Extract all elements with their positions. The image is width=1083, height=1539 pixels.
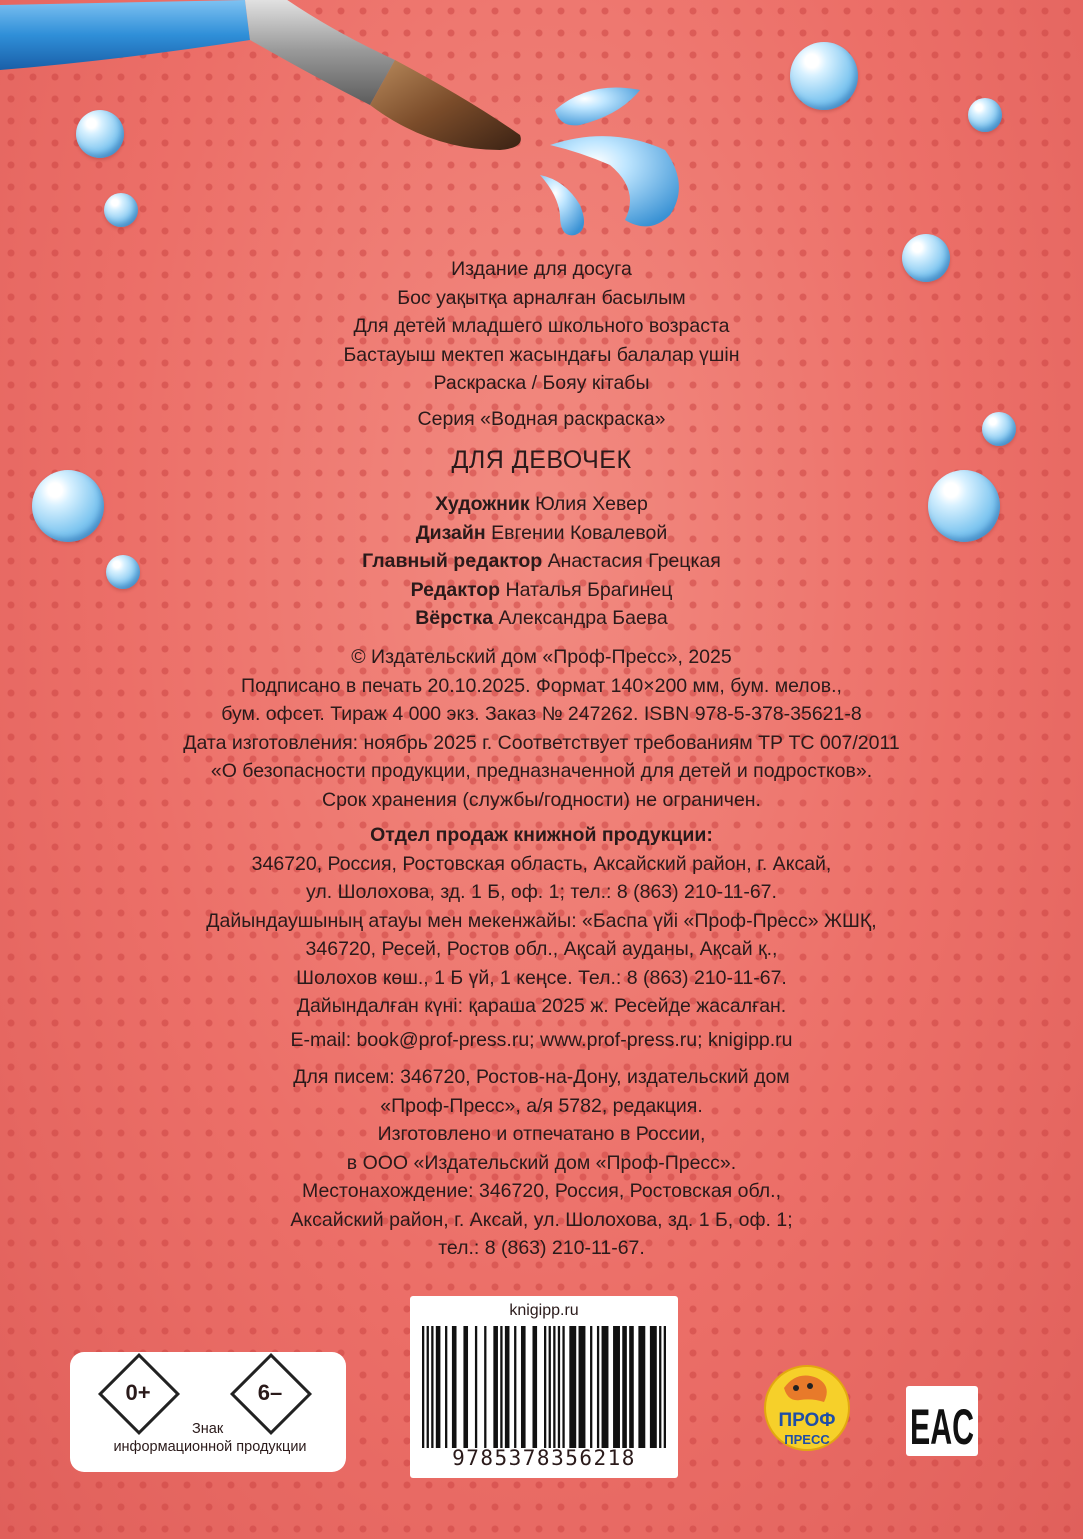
barcode-bar — [493, 1326, 498, 1448]
sales-department — [0, 821, 1083, 1021]
imprint — [0, 643, 1083, 814]
age-caption-line: Знак — [192, 1421, 224, 1437]
postal-line: Аксайский район, г. Аксай, ул. Шолохова, зд. 1 Б, оф. 1; — [290, 1208, 793, 1231]
edition-info — [0, 255, 1083, 398]
credit-role: Главный редактор — [362, 550, 543, 572]
imprint-line: «О безопасности продукции, предназначенной для детей и подростков». — [210, 760, 873, 782]
barcode-bar — [613, 1326, 620, 1448]
imprint-line: Подписано в печать 20.10.2025. Формат 140×200 мм, бум. мелов., — [241, 674, 842, 697]
credit-role: Вёрстка — [415, 607, 494, 629]
age-caption-line: информационной продукции — [113, 1439, 307, 1455]
brush-ferrule — [245, 0, 395, 105]
brush-handle — [0, 0, 250, 70]
barcode-bar — [544, 1326, 546, 1448]
book-title: ДЛЯ ДЕВОЧЕК — [451, 446, 632, 474]
barcode-bar — [427, 1326, 429, 1448]
barcode-bar — [569, 1326, 576, 1448]
credit-role: Дизайн — [415, 521, 486, 544]
imprint-line: бум. офсет. Тираж 4 000 экз. Заказ № 247262. ISBN 978-5-378-35621-8 — [221, 703, 862, 725]
postal-line: «Проф-Пресс», а/я 5782, редакция. — [380, 1094, 703, 1117]
imprint-line: Дата изготовления: ноябрь 2025 г. Соответствует требованиям ТР ТС 007/2011 — [183, 731, 900, 754]
brush-bristles — [370, 60, 521, 150]
contact-email: E-mail: book@prof-press.ru; www.prof-press.ru; knigipp.ru — [290, 1029, 793, 1051]
edition-line: Для детей младшего школьного возраста — [353, 315, 730, 337]
barcode-bar — [484, 1326, 486, 1448]
barcode-bars — [422, 1326, 666, 1448]
age-rating-box — [70, 1352, 346, 1472]
sales-line: 346720, Россия, Ростовская область, Аксайский район, г. Аксай, — [251, 852, 832, 875]
barcode-bar — [436, 1326, 441, 1448]
barcode-bar — [664, 1326, 666, 1448]
credit-line — [0, 547, 1083, 576]
credit-line — [0, 576, 1083, 605]
barcode-bar — [602, 1326, 609, 1448]
sales-line: Шолохов көш., 1 Б үй, 1 кеңсе. Тел.: 8 (863) 210-11-67. — [296, 966, 787, 989]
water-bubble — [790, 42, 858, 110]
postal-line: тел.: 8 (863) 210-11-67. — [438, 1237, 645, 1259]
credit-person: Александра Баева — [498, 607, 668, 629]
barcode-bar — [629, 1326, 634, 1448]
barcode-bar — [500, 1326, 502, 1448]
credit-person: Евгении Ковалевой — [491, 521, 668, 544]
credit-person: Анастасия Грецкая — [547, 550, 721, 572]
postal-info — [0, 1063, 1083, 1263]
sales-line: ул. Шолохова, зд. 1 Б, оф. 1; тел.: 8 (863) 210-11-67. — [306, 881, 777, 903]
credit-line — [0, 519, 1083, 548]
edition-line: Бос уақытқа арналған басылым — [397, 286, 686, 309]
postal-line: Изготовлено и отпечатано в России, — [377, 1123, 706, 1145]
barcode-bar — [505, 1326, 510, 1448]
barcode-bar — [521, 1326, 526, 1448]
credit-role: Редактор — [410, 578, 501, 601]
barcode-bar — [431, 1326, 433, 1448]
series-name: Серия «Водная раскраска» — [417, 408, 666, 430]
barcode-bar — [579, 1326, 586, 1448]
sales-line: Дайындалған күні: қараша 2025 ж. Ресейде жасалған. — [296, 995, 787, 1017]
barcode-bar — [622, 1326, 627, 1448]
sales-line: 346720, Ресей, Ростов обл., Ақсай ауданы, Ақсай қ., — [305, 938, 778, 960]
barcode-bar — [553, 1326, 555, 1448]
barcode-digits: 9785378356218 — [452, 1446, 636, 1470]
postal-line: Для писем: 346720, Ростов-на-Дону, издательский дом — [293, 1066, 790, 1088]
credit-role: Художник — [435, 493, 530, 515]
age-rating-6: 6– — [257, 1380, 283, 1405]
credits — [0, 490, 1083, 633]
barcode-bar — [638, 1326, 645, 1448]
edition-line: Издание для досуга — [451, 258, 632, 280]
imprint-line: © Издательский дом «Проф-Пресс», 2025 — [351, 646, 732, 668]
publisher-logo — [762, 1358, 852, 1458]
water-bubble — [968, 98, 1002, 132]
age-caption — [82, 1420, 338, 1456]
barcode-bar — [650, 1326, 657, 1448]
barcode-bar — [590, 1326, 592, 1448]
edition-line: Раскраска / Бояу кітабы — [433, 372, 650, 394]
credit-line — [0, 490, 1083, 519]
barcode-bar — [549, 1326, 551, 1448]
eac-text: EAC — [910, 1399, 974, 1455]
barcode-bar — [562, 1326, 564, 1448]
water-bubble — [76, 110, 124, 158]
barcode-bar — [532, 1326, 537, 1448]
credit-person: Юлия Хевер — [535, 493, 648, 515]
sales-line: Дайындаушының атауы мен мекенжайы: «Баспа үйі «Проф-Пресс» ЖШҚ, — [206, 909, 877, 932]
water-splash — [540, 88, 679, 236]
barcode-bar — [422, 1326, 424, 1448]
eac-mark — [906, 1386, 978, 1456]
postal-line: в ООО «Издательский дом «Проф-Пресс». — [346, 1151, 737, 1174]
postal-line: Местонахождение: 346720, Россия, Ростовская обл., — [301, 1180, 781, 1202]
barcode-bar — [445, 1326, 447, 1448]
logo-text-2: ПРЕСС — [784, 1432, 830, 1447]
credit-person: Наталья Брагинец — [505, 578, 673, 601]
barcode-bar — [659, 1326, 661, 1448]
age-rating-0: 0+ — [125, 1380, 151, 1405]
imprint-line: Срок хранения (службы/годности) не ограничен. — [322, 788, 761, 811]
barcode-bar — [597, 1326, 599, 1448]
credit-line — [0, 604, 1083, 633]
barcode-box — [410, 1296, 678, 1478]
barcode-url: knigipp.ru — [509, 1302, 579, 1319]
barcode-bar — [452, 1326, 457, 1448]
edition-line: Бастауыш мектеп жасындағы балалар үшін — [343, 343, 740, 366]
barcode-bar — [475, 1326, 477, 1448]
sales-heading: Отдел продаж книжной продукции: — [370, 824, 713, 846]
barcode-bar — [558, 1326, 560, 1448]
water-bubble — [104, 193, 138, 227]
logo-text-1: ПРОФ — [778, 1410, 836, 1431]
barcode-bar — [463, 1326, 468, 1448]
barcode-bar — [514, 1326, 516, 1448]
